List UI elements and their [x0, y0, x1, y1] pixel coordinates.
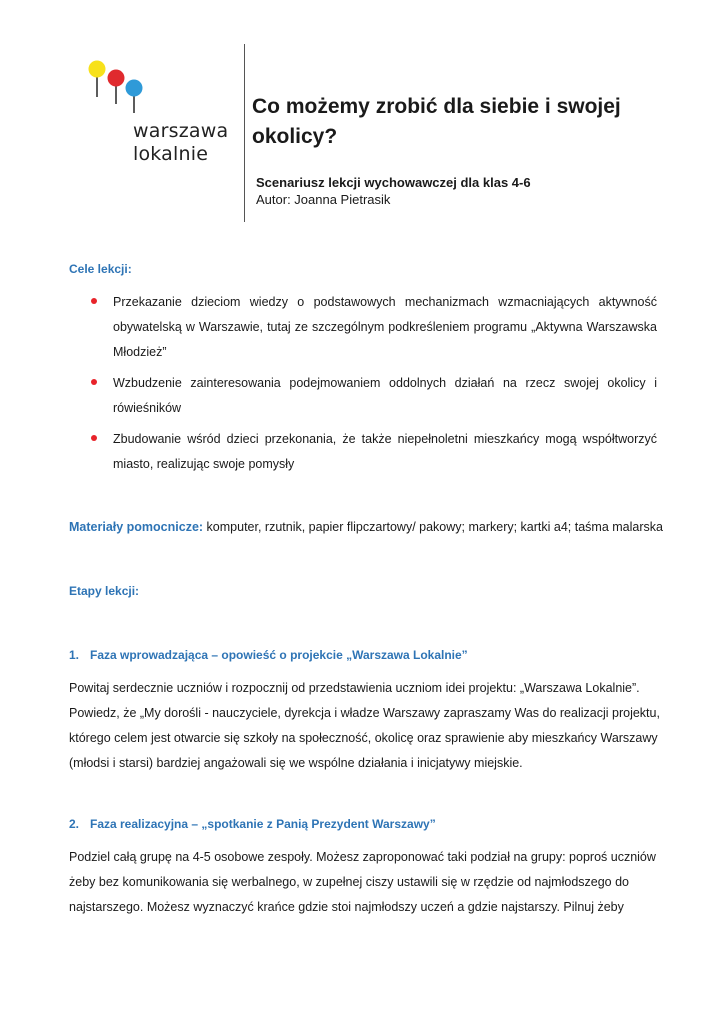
logo-line-2: lokalnie [133, 143, 209, 165]
paragraph-line: Podziel całą grupę na 4-5 osobowe zespoły. Możesz zaproponować taki podział na grupy: poproś uczniów [69, 850, 656, 864]
phase-number: 1. [69, 648, 80, 662]
stages-heading: Etapy lekcji: [69, 584, 140, 598]
logo-wordmark [133, 120, 228, 166]
paragraph-line: którego celem jest otwarcie się szkoły na społeczność, okolicę oraz sprawienie aby mieszkańcy Warszawy [69, 731, 658, 745]
paragraph-line: (młodsi i starsi) bardziej angażowali się we wspólne działania i inicjatywy miejskie. [69, 756, 523, 770]
logo-dot-blue [126, 80, 143, 97]
phase-1-heading [69, 648, 468, 662]
header-divider [244, 44, 245, 222]
goals-list [69, 290, 657, 483]
phase-title: Faza realizacyjna – „spotkanie z Panią Prezydent Warszawy” [90, 817, 436, 831]
title-line-2: okolicy? [252, 125, 338, 148]
logo-dot-yellow [89, 61, 106, 78]
subtitle-block [256, 174, 531, 208]
paragraph-line: najstarszego. Możesz wyznaczyć krańce gdzie stoi najmłodszy uczeń a gdzie najstarszy. Pilnuj żeby [69, 900, 624, 914]
phase-1-paragraph [69, 676, 659, 776]
phase-title: Faza wprowadzająca – opowieść o projekcie „Warszawa Lokalnie” [90, 648, 468, 662]
phase-2-paragraph [69, 845, 659, 920]
paragraph-line: Powitaj serdecznie uczniów i rozpocznij od przedstawienia uczniom idei projektu: „Warszawa Lokalnie”. [69, 681, 640, 695]
goal-item: Zbudowanie wśród dzieci przekonania, że także niepełnoletni mieszkańcy mogą współtworzyć miasto, realizując swoje pomysły [69, 427, 657, 477]
paragraph-line: Powiedz, że „My dorośli - nauczyciele, dyrekcja i władze Warszawy zapraszamy Was do realizacji projektu, [69, 706, 660, 720]
phase-number: 2. [69, 817, 80, 831]
materials-label: Materiały pomocnicze: [69, 520, 204, 534]
materials-text: komputer, rzutnik, papier flipczartowy/ pakowy; markery; kartki a4; taśma malarska [203, 520, 663, 534]
phase-2-heading [69, 817, 436, 831]
author: Autor: Joanna Pietrasik [256, 192, 391, 207]
goals-heading: Cele lekcji: [69, 262, 132, 276]
page-title [252, 92, 632, 152]
goal-item: Wzbudzenie zainteresowania podejmowaniem oddolnych działań na rzecz swojej okolicy i rówieśników [69, 371, 657, 421]
logo-line-1: warszawa [133, 120, 229, 142]
title-line-1: Co możemy zrobić dla siebie i swojej [252, 95, 621, 118]
logo-dot-red [108, 70, 125, 87]
goal-item: Przekazanie dzieciom wiedzy o podstawowych mechanizmach wzmacniających aktywność obywatelską w Warszawie, tutaj ze szczególnym podkreśleniem programu „Aktywna Warszawska Młodzież” [69, 290, 657, 365]
paragraph-line: żeby bez komunikowania się werbalnego, w zupełnej ciszy ustawili się w rzędzie od najmłodszego do [69, 875, 630, 889]
lesson-subtitle: Scenariusz lekcji wychowawczej dla klas 4-6 [256, 175, 531, 190]
materials-line [69, 520, 663, 534]
